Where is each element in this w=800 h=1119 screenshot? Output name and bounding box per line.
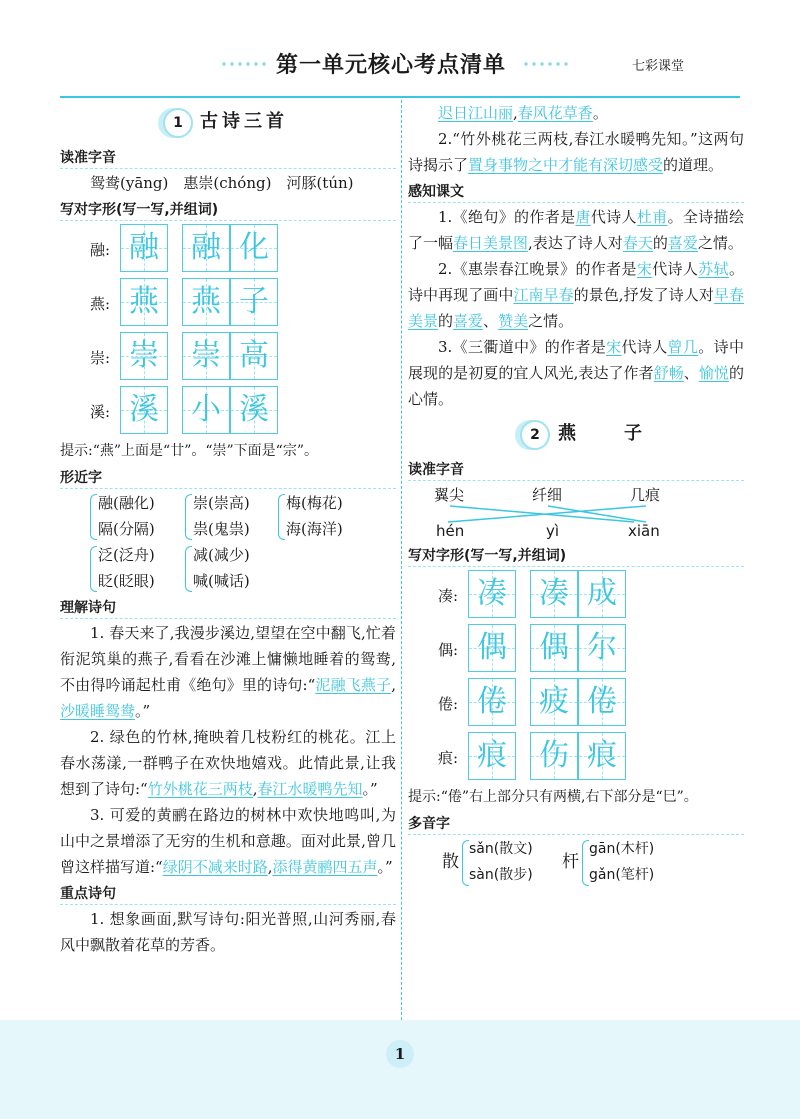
text: 。诗中展现的是初夏的宜人风光,表达了作者: [408, 338, 744, 382]
match-word: 纤细: [532, 486, 563, 504]
practice-character: 崇: [191, 338, 221, 373]
writing-label: 崇:: [90, 349, 111, 367]
text: 代诗人: [652, 260, 699, 278]
polyphonic-char: 散: [442, 852, 459, 872]
writing-box: [468, 732, 516, 780]
writing-label: 溪:: [90, 403, 111, 421]
lesson-2-heading: [408, 412, 744, 456]
writing-box: [120, 224, 168, 272]
writing-row: [408, 622, 744, 676]
key-question-2: 2.“竹外桃花三两枝,春江水暖鸭先知。”这两句诗揭示了置身事物之中才能有深切感受的道理。: [408, 130, 744, 174]
practice-character: 崇: [129, 338, 159, 373]
answer: 早春美景: [408, 286, 744, 330]
writing-box: [530, 624, 578, 672]
answer: 苏轼: [698, 260, 729, 278]
writing-grid: [408, 568, 744, 784]
similar-item: 隔(分隔): [98, 520, 155, 538]
answer: 杜甫: [636, 208, 668, 226]
similar-item: 海(海洋): [286, 520, 343, 538]
answer: 竹外桃花三两枝: [147, 780, 253, 798]
text: 的: [652, 234, 668, 252]
text: 、: [483, 312, 499, 330]
answer: 添得黄鹂四五声: [272, 858, 378, 876]
writing-grid: [60, 222, 396, 438]
text: 的景色,抒发了诗人对: [573, 286, 714, 304]
lesson-1-heading: [60, 100, 396, 144]
writing-box: [468, 624, 516, 672]
lesson-title: 古诗三首: [200, 111, 288, 132]
practice-character: 溪: [129, 392, 159, 427]
answer: 曾几: [667, 338, 699, 356]
text: 、: [683, 364, 699, 382]
text: 1.《绝句》的作者是: [438, 208, 576, 226]
writing-label: 燕:: [90, 295, 111, 313]
section-read-pronunciation: 读准字音: [60, 146, 396, 170]
writing-box: [230, 278, 278, 326]
column-divider: [401, 100, 402, 1020]
writing-row: [408, 568, 744, 622]
section-understand-lines: 理解诗句: [60, 596, 396, 620]
practice-character: 倦: [587, 684, 617, 719]
text: ,表达了诗人对: [528, 234, 623, 252]
question-1: 1. 春天来了,我漫步溪边,望望在空中翻飞,忙着衔泥筑巢的燕子,看看在沙滩上慵懒地睡着的鸳鸯,不由得吟诵起杜甫《绝句》里的诗句:“泥融飞燕子,沙暖睡鸳鸯。”: [60, 624, 396, 720]
writing-box: [578, 570, 626, 618]
answer: 春天: [622, 234, 653, 252]
practice-character: 凑: [477, 576, 507, 611]
text: 。诗中再现了画中: [408, 260, 744, 304]
practice-character: 成: [587, 576, 617, 611]
practice-character: 子: [239, 284, 269, 319]
answer: 春江水暖鸭先知: [257, 780, 363, 798]
tip-text: 提示:“倦”右上部分只有两横,右下部分是“巳”。: [408, 789, 698, 805]
answer: 喜爱: [667, 234, 698, 252]
answer: 泥融飞燕子: [315, 676, 392, 694]
writing-label: 倦:: [438, 695, 459, 713]
writing-row: [60, 276, 396, 330]
footer-band: [0, 1020, 800, 1119]
question-2: 2. 绿色的竹林,掩映着几枝粉红的桃花。江上春水荡漾,一群鸭子在欢快地嬉戏。此情此景,让我想到了诗句:“竹外桃花三两枝,春江水暖鸭先知。”: [60, 728, 396, 798]
writing-box: [230, 224, 278, 272]
practice-character: 燕: [191, 284, 221, 319]
text: 之情。: [528, 312, 574, 330]
similar-item: 泛(泛舟): [98, 546, 155, 564]
writing-box: [182, 224, 230, 272]
polyphonic-reading: sǎn(散文): [469, 841, 533, 857]
answer: 唐: [575, 208, 591, 226]
text: 。全诗描绘了一幅: [408, 208, 744, 252]
answer: 赞美: [498, 312, 529, 330]
writing-box: [530, 732, 578, 780]
similar-item: 梅(梅花): [286, 494, 343, 512]
practice-character: 高: [239, 338, 269, 373]
match-word: 几痕: [630, 486, 661, 504]
answer: 宋: [606, 338, 622, 356]
similar-item: 眨(眨眼): [98, 572, 155, 590]
section-perceive-text: 感知课文: [408, 180, 744, 204]
similar-item: 崇(崇高): [193, 494, 250, 512]
writing-box: [530, 678, 578, 726]
answer: 宋: [636, 260, 653, 278]
question-3: 3. 可爱的黄鹂在路边的树林中欢快地鸣叫,为山中之景增添了无穷的生机和意趣。面对此景,曾几曾这样描写道:“绿阴不减来时路,添得黄鹂四五声。”: [60, 806, 396, 876]
writing-row: [60, 330, 396, 384]
similar-item: 减(减少): [193, 546, 250, 564]
text: 的: [438, 312, 454, 330]
practice-character: 疲: [539, 684, 569, 719]
practice-character: 倦: [477, 684, 507, 719]
practice-character: 融: [129, 230, 159, 265]
practice-character: 化: [239, 230, 269, 265]
polyphonic-group: [408, 836, 744, 892]
section-read-pronunciation: 读准字音: [408, 458, 744, 482]
similar-group-1: [60, 490, 396, 542]
polyphonic-reading: sàn(散步): [469, 867, 533, 883]
writing-box: [230, 386, 278, 434]
match-pinyin: yì: [546, 522, 560, 540]
practice-character: 偶: [539, 630, 569, 665]
answer: 置身事物之中才能有深切感受: [468, 156, 664, 174]
answer: 江南早春: [513, 286, 574, 304]
writing-box: [578, 678, 626, 726]
right-column: [408, 100, 744, 892]
match-word: 翼尖: [434, 486, 465, 504]
lesson-number-badge: 2: [520, 420, 550, 450]
practice-character: 尔: [587, 630, 617, 665]
text: 的心情。: [408, 364, 744, 408]
text: 代诗人: [590, 208, 637, 226]
text: 代诗人: [621, 338, 668, 356]
perceive-question-1: [408, 204, 744, 256]
header-dots-left: [220, 62, 268, 66]
writing-label: 痕:: [438, 749, 459, 767]
writing-row: [408, 676, 744, 730]
writing-box: [468, 678, 516, 726]
answer: 迟日江山丽: [438, 104, 514, 122]
section-write-characters: 写对字形(写一写,并组词): [60, 198, 396, 222]
writing-box: [182, 386, 230, 434]
pinyin-line: 鸳鸯(yāng) 惠崇(chóng) 河豚(tún): [90, 174, 354, 192]
practice-character: 痕: [587, 738, 617, 773]
section-write-characters: 写对字形(写一写,并组词): [408, 544, 744, 568]
similar-item: 祟(鬼祟): [193, 520, 250, 538]
practice-character: 小: [191, 392, 221, 427]
practice-character: 偶: [477, 630, 507, 665]
writing-box: [468, 570, 516, 618]
brand-label: 七彩课堂: [632, 59, 685, 74]
writing-box: [230, 332, 278, 380]
practice-character: 痕: [477, 738, 507, 773]
writing-row: [60, 222, 396, 276]
writing-box: [120, 386, 168, 434]
writing-row: [408, 730, 744, 784]
writing-box: [120, 332, 168, 380]
writing-box: [530, 570, 578, 618]
header-dots-right: [522, 62, 570, 66]
section-similar-characters: 形近字: [60, 466, 396, 490]
page-title: 第一单元核心考点清单: [276, 52, 507, 78]
answer: 绿阴不减来时路: [162, 858, 268, 876]
answer: 春风花草香: [517, 104, 593, 122]
writing-box: [578, 624, 626, 672]
practice-character: 融: [191, 230, 221, 265]
writing-box: [120, 278, 168, 326]
answer: 沙暖睡鸳鸯: [60, 702, 136, 720]
section-key-lines: 重点诗句: [60, 882, 396, 906]
pinyin-matching: [408, 482, 744, 542]
writing-box: [182, 278, 230, 326]
match-pinyin: hén: [436, 522, 465, 540]
similar-item: 喊(喊话): [193, 572, 250, 590]
lesson-title: 燕 子: [558, 423, 646, 444]
header-rule: [60, 96, 740, 98]
text: 2.《惠崇春江晚景》的作者是: [438, 260, 637, 278]
section-polyphonic: 多音字: [408, 812, 744, 836]
page-number: 1: [386, 1040, 414, 1068]
writing-label: 融:: [90, 241, 111, 259]
lesson-number-badge: 1: [163, 108, 193, 138]
practice-character: 伤: [539, 738, 569, 773]
similar-item: 融(融化): [98, 494, 155, 512]
writing-box: [182, 332, 230, 380]
answer: 舒畅: [653, 364, 684, 382]
polyphonic-char: 杆: [562, 852, 579, 872]
text: 3.《三衢道中》的作者是: [438, 338, 607, 356]
tip-text: 提示:“燕”上面是“廿”。“崇”下面是“宗”。: [60, 443, 318, 459]
practice-character: 凑: [539, 576, 569, 611]
key-question-1: 1. 想象画面,默写诗句:阳光普照,山河秀丽,春风中飘散着花草的芳香。: [60, 910, 396, 954]
polyphonic-reading: gǎn(笔杆): [589, 867, 655, 883]
writing-label: 偶:: [438, 641, 459, 659]
left-column: [60, 100, 396, 958]
answer: 愉悦: [698, 364, 729, 382]
answer: 春日美景图: [453, 234, 529, 252]
polyphonic-reading: gān(木杆): [589, 841, 655, 857]
text: 之情。: [697, 234, 743, 252]
practice-character: 溪: [239, 392, 269, 427]
answer: 喜爱: [453, 312, 484, 330]
key-question-1-answer: 迟日江山丽,春风花草香。: [438, 104, 608, 122]
perceive-question-3: [408, 334, 744, 412]
perceive-question-2: [408, 256, 744, 334]
match-pinyin: xiān: [628, 522, 660, 540]
writing-row: [60, 384, 396, 438]
writing-box: [578, 732, 626, 780]
practice-character: 燕: [129, 284, 159, 319]
similar-group-2: [60, 542, 396, 594]
writing-label: 凑:: [438, 587, 459, 605]
